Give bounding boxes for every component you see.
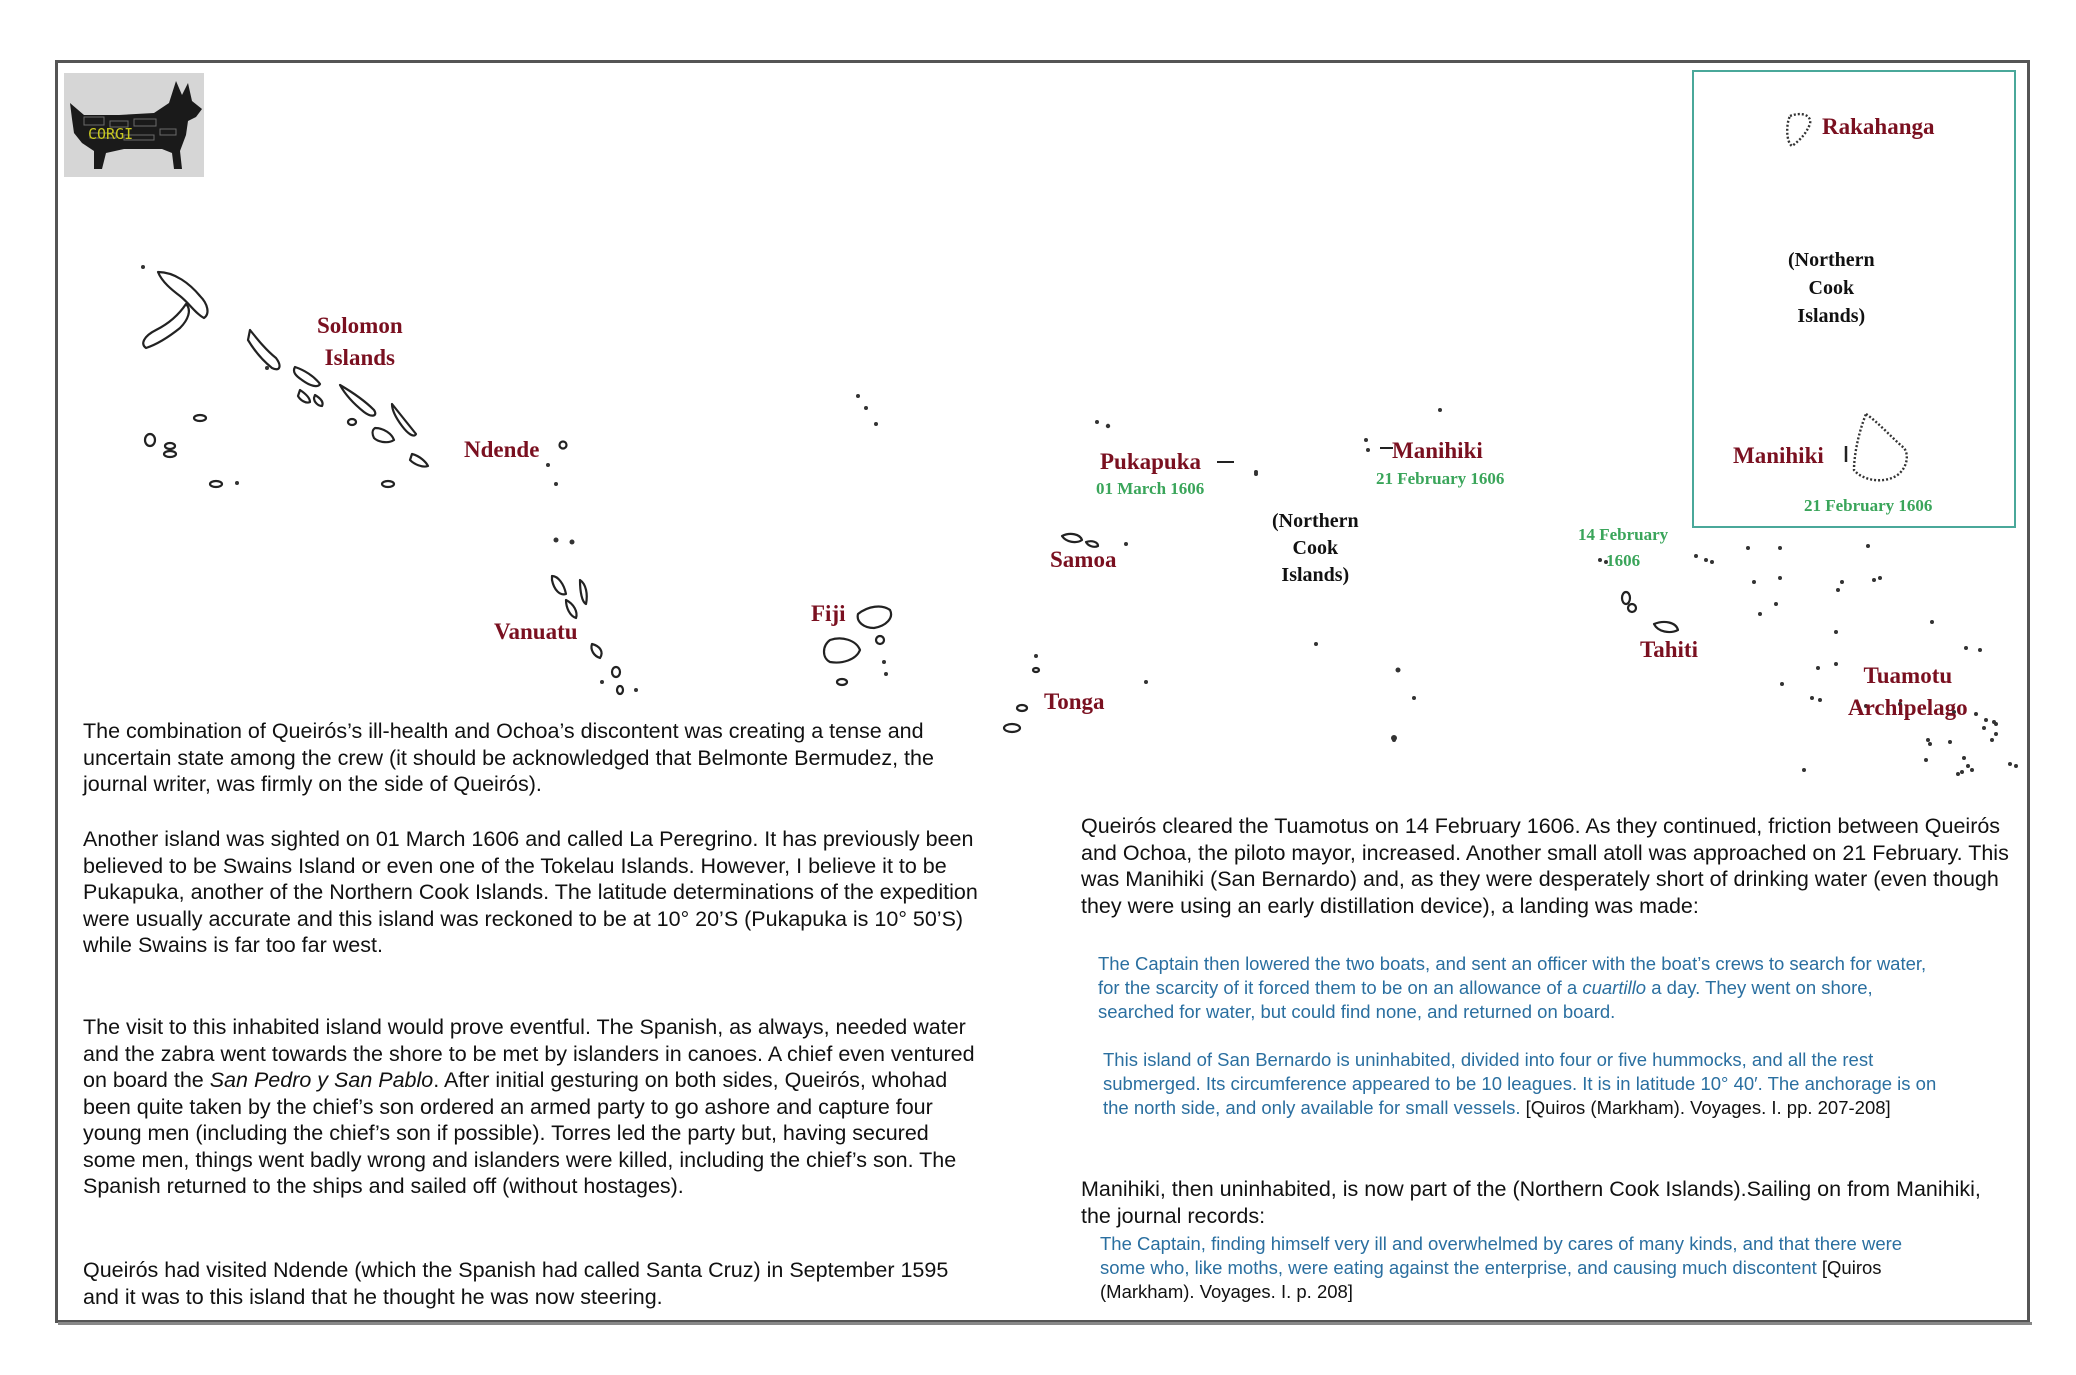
quote-2-reference: [Quiros (Markham). Voyages. I. pp. 207-208] bbox=[1520, 1097, 1891, 1118]
quote-3-text: The Captain, finding himself very ill and overwhelmed by cares of many kinds, and that there were some who, like moths, were eating against the enterprise, and causing much discontent bbox=[1100, 1233, 1903, 1278]
tahiti-shapes bbox=[1622, 592, 1678, 632]
label-tahiti-date: 14 February 1606 bbox=[1578, 525, 1669, 571]
label-manihiki-date: 21 February 1606 bbox=[1376, 469, 1505, 488]
ship-name: San Pedro y San Pablo bbox=[209, 1068, 434, 1092]
inset-label-rakahanga: Rakahanga bbox=[1822, 114, 1935, 139]
quote-2-text: This island of San Bernardo is uninhabited, divided into four or five hummocks, and all the rest submerged. Its circumference appeared to be 10 leagues. It is in latitude 10° 40′. The anchorage is on the north side, and only available for small vessels. bbox=[1103, 1049, 1937, 1118]
left-paragraph-4: Queirós had visited Ndende (which the Spanish had called Santa Cruz) in September 1595 and it was to this island that he thought he was now steering. bbox=[83, 1258, 949, 1309]
left-paragraph-3-part-a: The visit to this inhabited island would prove eventful. The Spanish, as always, needed water and the zabra went towards the shore to be met by islanders in canoes. A chief even ventured on board the bbox=[83, 1015, 975, 1092]
label-samoa: Samoa bbox=[1050, 547, 1117, 572]
left-paragraph-2: Another island was sighted on 01 March 1606 and called La Peregrino. It has previously been believed to be Swains Island or even one of the Tokelau Islands. However, I believe it to be Pukapuka, another of the Northern Cook Islands. The latitude determinations of the expedition were usually accurate and this island was reckoned to be at 10° 20’S (Pukapuka is 10° 50’S) while Swains is far too far west. bbox=[83, 827, 978, 957]
left-paragraph-3 bbox=[83, 1014, 983, 1200]
left-paragraph-3-part-b: . After initial gesturing on both sides, Queirós, whohad been quite taken by the chief’s son ordered an armed party to go ashore and capture four young men (including the chief’s son if possible). Torres led the party but, having secured some men, things went badly wrong and islanders were killed, including the chief’s son. The Spanish returned to the ships and sailed off (without hostages). bbox=[83, 1068, 957, 1198]
label-pukapuka: Pukapuka bbox=[1100, 449, 1202, 474]
label-northern-cook-islands: (Northern Cook Islands) bbox=[1272, 510, 1359, 586]
label-ndende: Ndende bbox=[464, 437, 540, 462]
right-paragraph-2: Manihiki, then uninhabited, is now part of the (Northern Cook Islands).Sailing on from Manihiki, the journal records: bbox=[1081, 1177, 1981, 1228]
inset-label-northern-cook: (Northern Cook Islands) bbox=[1788, 249, 1875, 327]
quote-1-italic-word: cuartillo bbox=[1582, 977, 1647, 998]
logo-text: CORGI bbox=[88, 125, 134, 143]
quote-3-reference: [Quiros (Markham). Voyages. I. p. 208] bbox=[1100, 1257, 1882, 1302]
right-paragraph-1: Queirós cleared the Tuamotus on 14 February 1606. As they continued, friction between Queirós and Ochoa, the piloto mayor, increased. Another small atoll was approached on 21 February. This was Manihiki (San Bernardo) and, as they were desperately short of drinking water (even though they were using an early distillation device), a landing was made: bbox=[1081, 814, 2009, 918]
quote-3 bbox=[1100, 1232, 1932, 1304]
label-fiji: Fiji bbox=[811, 601, 846, 626]
label-tuamotu-archipelago: Tuamotu Archipelago bbox=[1848, 663, 1968, 721]
label-pukapuka-date: 01 March 1606 bbox=[1096, 479, 1205, 498]
label-tahiti: Tahiti bbox=[1640, 637, 1698, 662]
solomon-islands-shapes bbox=[143, 272, 428, 487]
left-paragraph-1: The combination of Queirós’s ill-health and Ochoa’s discontent was creating a tense and uncertain state among the crew (it should be acknowledged that Belmonte Bermudez, the journal writer, was firmly on the side of Queirós). bbox=[83, 719, 934, 796]
label-manihiki: Manihiki bbox=[1392, 438, 1483, 463]
label-vanuatu: Vanuatu bbox=[494, 619, 578, 644]
quote-1-part-b: a day. They went on shore, searched for water, but could find none, and returned on board. bbox=[1098, 977, 1873, 1022]
quote-2 bbox=[1103, 1048, 1965, 1120]
label-solomon-islands: Solomon Islands bbox=[317, 313, 403, 371]
quote-1-part-a: The Captain then lowered the two boats, and sent an officer with the boat’s crews to search for water, for the scarcity of it forced them to be on an allowance of a bbox=[1098, 953, 1927, 998]
label-tonga: Tonga bbox=[1044, 689, 1105, 714]
quote-1 bbox=[1098, 952, 1930, 1024]
samoa-shapes bbox=[1062, 534, 1098, 547]
inset-label-manihiki-date: 21 February 1606 bbox=[1804, 496, 1933, 515]
inset-label-manihiki: Manihiki bbox=[1733, 443, 1824, 468]
